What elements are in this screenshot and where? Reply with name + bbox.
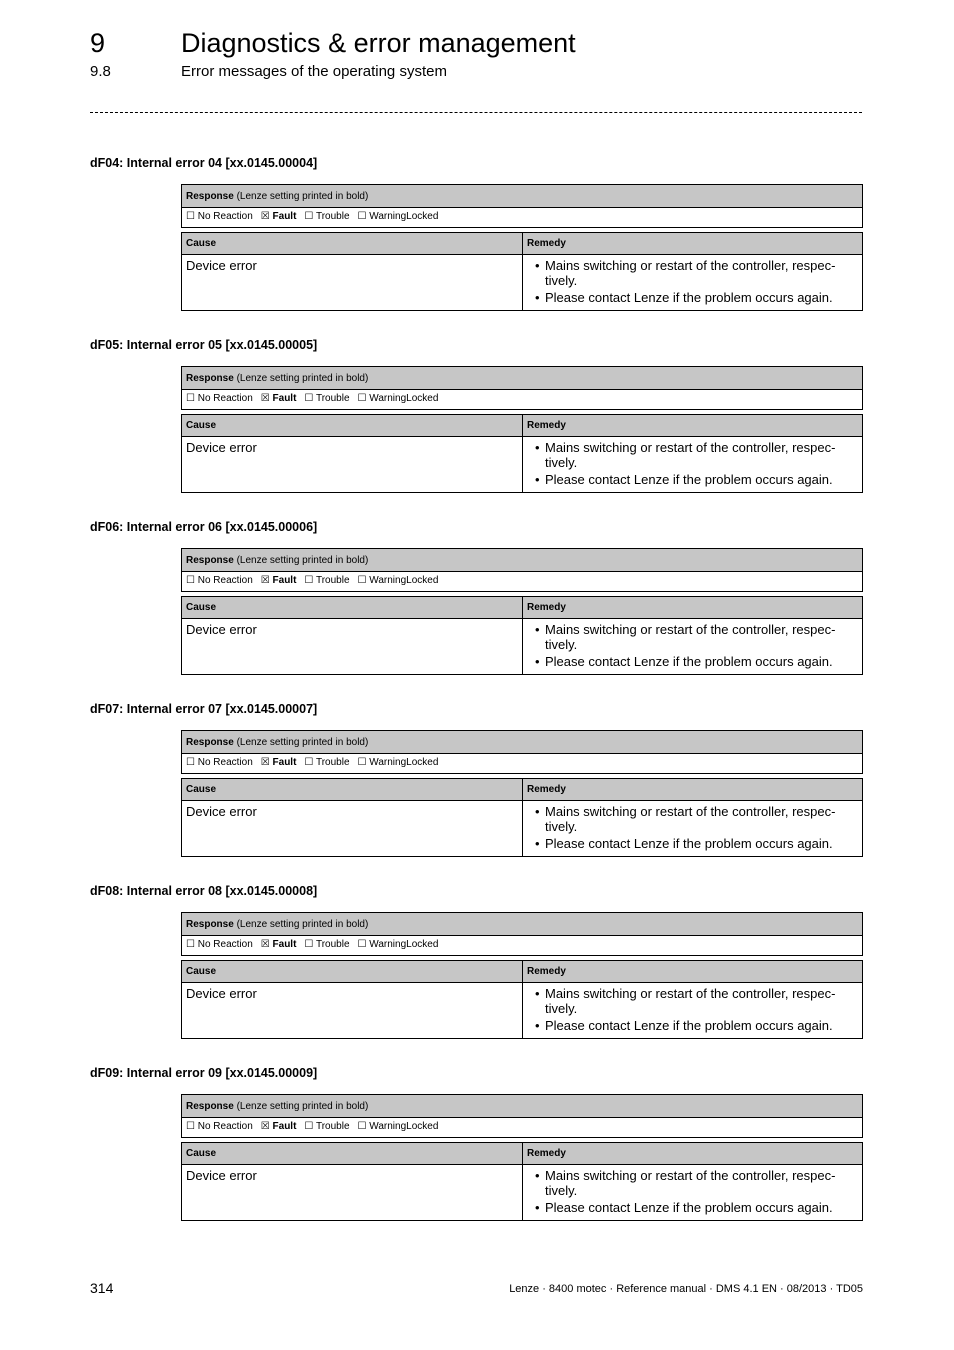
- remedy-cell: [523, 801, 862, 856]
- response-option: ☐ No Reaction: [186, 757, 253, 768]
- response-note: (Lenze setting printed in bold): [233, 555, 369, 566]
- response-label: Response: [186, 191, 234, 202]
- remedy-item: • Mains switching or restart of the controller, respec- tively.: [545, 986, 856, 1016]
- cause-header: Cause: [182, 597, 523, 618]
- cause-remedy-header: [182, 779, 862, 801]
- cause-remedy-row: [182, 983, 862, 1038]
- response-label: Response: [186, 737, 234, 748]
- remedy-header: Remedy: [527, 420, 566, 431]
- remedy-cell: [523, 255, 862, 310]
- remedy-list: [535, 804, 856, 851]
- response-header: [182, 913, 862, 936]
- cause-remedy-header: [182, 233, 862, 255]
- cause-remedy-row: [182, 801, 862, 856]
- error-title: dF04: Internal error 04 [xx.0145.00004]: [90, 156, 318, 170]
- response-option: ☐ WarningLocked: [357, 939, 439, 950]
- remedy-item: • Mains switching or restart of the controller, respec- tively.: [545, 440, 856, 470]
- response-option: ☐ No Reaction: [186, 939, 253, 950]
- remedy-item: • Please contact Lenze if the problem occurs again.: [545, 654, 856, 669]
- response-option: ☐ Trouble: [304, 393, 350, 404]
- response-options: [182, 1118, 862, 1137]
- response-note: (Lenze setting printed in bold): [233, 373, 369, 384]
- response-table: [181, 1094, 863, 1138]
- cause-remedy-table: [181, 778, 863, 857]
- remedy-list: [535, 622, 856, 669]
- error-title: dF09: Internal error 09 [xx.0145.00009]: [90, 1066, 318, 1080]
- remedy-cell: [523, 619, 862, 674]
- cause-remedy-row: [182, 255, 862, 310]
- remedy-item: • Please contact Lenze if the problem occurs again.: [545, 1200, 856, 1215]
- cause-cell: Device error: [182, 437, 523, 492]
- cause-remedy-row: [182, 619, 862, 674]
- response-option: ☐ WarningLocked: [357, 1121, 439, 1132]
- error-entry: [90, 519, 864, 669]
- response-table: [181, 184, 863, 228]
- cause-remedy-table: [181, 1142, 863, 1221]
- response-options: [182, 936, 862, 955]
- section-number: 9.8: [90, 63, 111, 80]
- response-option: ☒ Fault: [260, 575, 297, 586]
- error-entry: [90, 337, 864, 487]
- cause-header: Cause: [182, 961, 523, 982]
- response-option: ☐ No Reaction: [186, 575, 253, 586]
- response-option: ☒ Fault: [260, 393, 297, 404]
- response-option: ☒ Fault: [260, 757, 297, 768]
- remedy-item: • Please contact Lenze if the problem occurs again.: [545, 290, 856, 305]
- response-label: Response: [186, 1101, 234, 1112]
- header-divider: [90, 112, 862, 113]
- error-entry: [90, 1065, 864, 1215]
- cause-cell: Device error: [182, 255, 523, 310]
- error-entry: [90, 701, 864, 851]
- response-table: [181, 912, 863, 956]
- response-table: [181, 548, 863, 592]
- remedy-list: [535, 1168, 856, 1215]
- response-note: (Lenze setting printed in bold): [233, 919, 369, 930]
- remedy-list: [535, 440, 856, 487]
- response-header: [182, 549, 862, 572]
- remedy-item: • Please contact Lenze if the problem occurs again.: [545, 1018, 856, 1033]
- cause-remedy-table: [181, 232, 863, 311]
- remedy-cell: [523, 437, 862, 492]
- response-note: (Lenze setting printed in bold): [233, 191, 369, 202]
- remedy-cell: [523, 983, 862, 1038]
- remedy-list: [535, 258, 856, 305]
- response-option: ☐ Trouble: [304, 939, 350, 950]
- response-note: (Lenze setting printed in bold): [233, 1101, 369, 1112]
- page-number: 314: [90, 1280, 114, 1296]
- response-header: [182, 185, 862, 208]
- footer-text: Lenze · 8400 motec · Reference manual · DMS 4.1 EN · 08/2013 · TD05: [509, 1283, 863, 1295]
- error-entry: [90, 883, 864, 1033]
- cause-cell: Device error: [182, 1165, 523, 1220]
- response-option: ☐ No Reaction: [186, 211, 253, 222]
- response-note: (Lenze setting printed in bold): [233, 737, 369, 748]
- response-option: ☐ WarningLocked: [357, 575, 439, 586]
- error-title: dF07: Internal error 07 [xx.0145.00007]: [90, 702, 318, 716]
- cause-remedy-row: [182, 437, 862, 492]
- remedy-header: Remedy: [527, 238, 566, 249]
- cause-remedy-header: [182, 415, 862, 437]
- remedy-list: [535, 986, 856, 1033]
- cause-remedy-header: [182, 1143, 862, 1165]
- chapter-title: Diagnostics & error management: [181, 28, 576, 58]
- remedy-item: • Please contact Lenze if the problem occurs again.: [545, 472, 856, 487]
- response-option: ☒ Fault: [260, 211, 297, 222]
- cause-remedy-row: [182, 1165, 862, 1220]
- response-option: ☒ Fault: [260, 939, 297, 950]
- remedy-header: Remedy: [527, 602, 566, 613]
- response-option: ☐ WarningLocked: [357, 757, 439, 768]
- response-option: ☐ WarningLocked: [357, 393, 439, 404]
- cause-header: Cause: [182, 415, 523, 436]
- section-title: Error messages of the operating system: [181, 63, 447, 80]
- response-label: Response: [186, 555, 234, 566]
- response-option: ☐ Trouble: [304, 757, 350, 768]
- remedy-header: Remedy: [527, 784, 566, 795]
- response-header: [182, 367, 862, 390]
- remedy-cell: [523, 1165, 862, 1220]
- response-options: [182, 572, 862, 591]
- error-title: dF08: Internal error 08 [xx.0145.00008]: [90, 884, 318, 898]
- cause-header: Cause: [182, 1143, 523, 1164]
- cause-header: Cause: [182, 233, 523, 254]
- remedy-header: Remedy: [527, 966, 566, 977]
- cause-remedy-header: [182, 961, 862, 983]
- cause-header: Cause: [182, 779, 523, 800]
- cause-remedy-table: [181, 414, 863, 493]
- response-options: [182, 754, 862, 773]
- remedy-item: • Mains switching or restart of the controller, respec- tively.: [545, 1168, 856, 1198]
- response-options: [182, 390, 862, 409]
- remedy-item: • Mains switching or restart of the controller, respec- tively.: [545, 258, 856, 288]
- response-option: ☐ No Reaction: [186, 1121, 253, 1132]
- response-header: [182, 731, 862, 754]
- cause-remedy-table: [181, 596, 863, 675]
- response-option: ☐ Trouble: [304, 1121, 350, 1132]
- chapter-number: 9: [90, 28, 106, 58]
- remedy-item: • Please contact Lenze if the problem occurs again.: [545, 836, 856, 851]
- response-label: Response: [186, 919, 234, 930]
- cause-cell: Device error: [182, 983, 523, 1038]
- response-table: [181, 366, 863, 410]
- response-label: Response: [186, 373, 234, 384]
- response-option: ☐ Trouble: [304, 211, 350, 222]
- response-header: [182, 1095, 862, 1118]
- cause-remedy-header: [182, 597, 862, 619]
- cause-remedy-table: [181, 960, 863, 1039]
- cause-cell: Device error: [182, 801, 523, 856]
- response-option: ☐ WarningLocked: [357, 211, 439, 222]
- remedy-item: • Mains switching or restart of the controller, respec- tively.: [545, 804, 856, 834]
- error-entry: [90, 155, 864, 305]
- response-option: ☒ Fault: [260, 1121, 297, 1132]
- error-title: dF06: Internal error 06 [xx.0145.00006]: [90, 520, 318, 534]
- response-options: [182, 208, 862, 227]
- remedy-header: Remedy: [527, 1148, 566, 1159]
- response-option: ☐ Trouble: [304, 575, 350, 586]
- cause-cell: Device error: [182, 619, 523, 674]
- response-table: [181, 730, 863, 774]
- error-title: dF05: Internal error 05 [xx.0145.00005]: [90, 338, 318, 352]
- response-option: ☐ No Reaction: [186, 393, 253, 404]
- remedy-item: • Mains switching or restart of the controller, respec- tively.: [545, 622, 856, 652]
